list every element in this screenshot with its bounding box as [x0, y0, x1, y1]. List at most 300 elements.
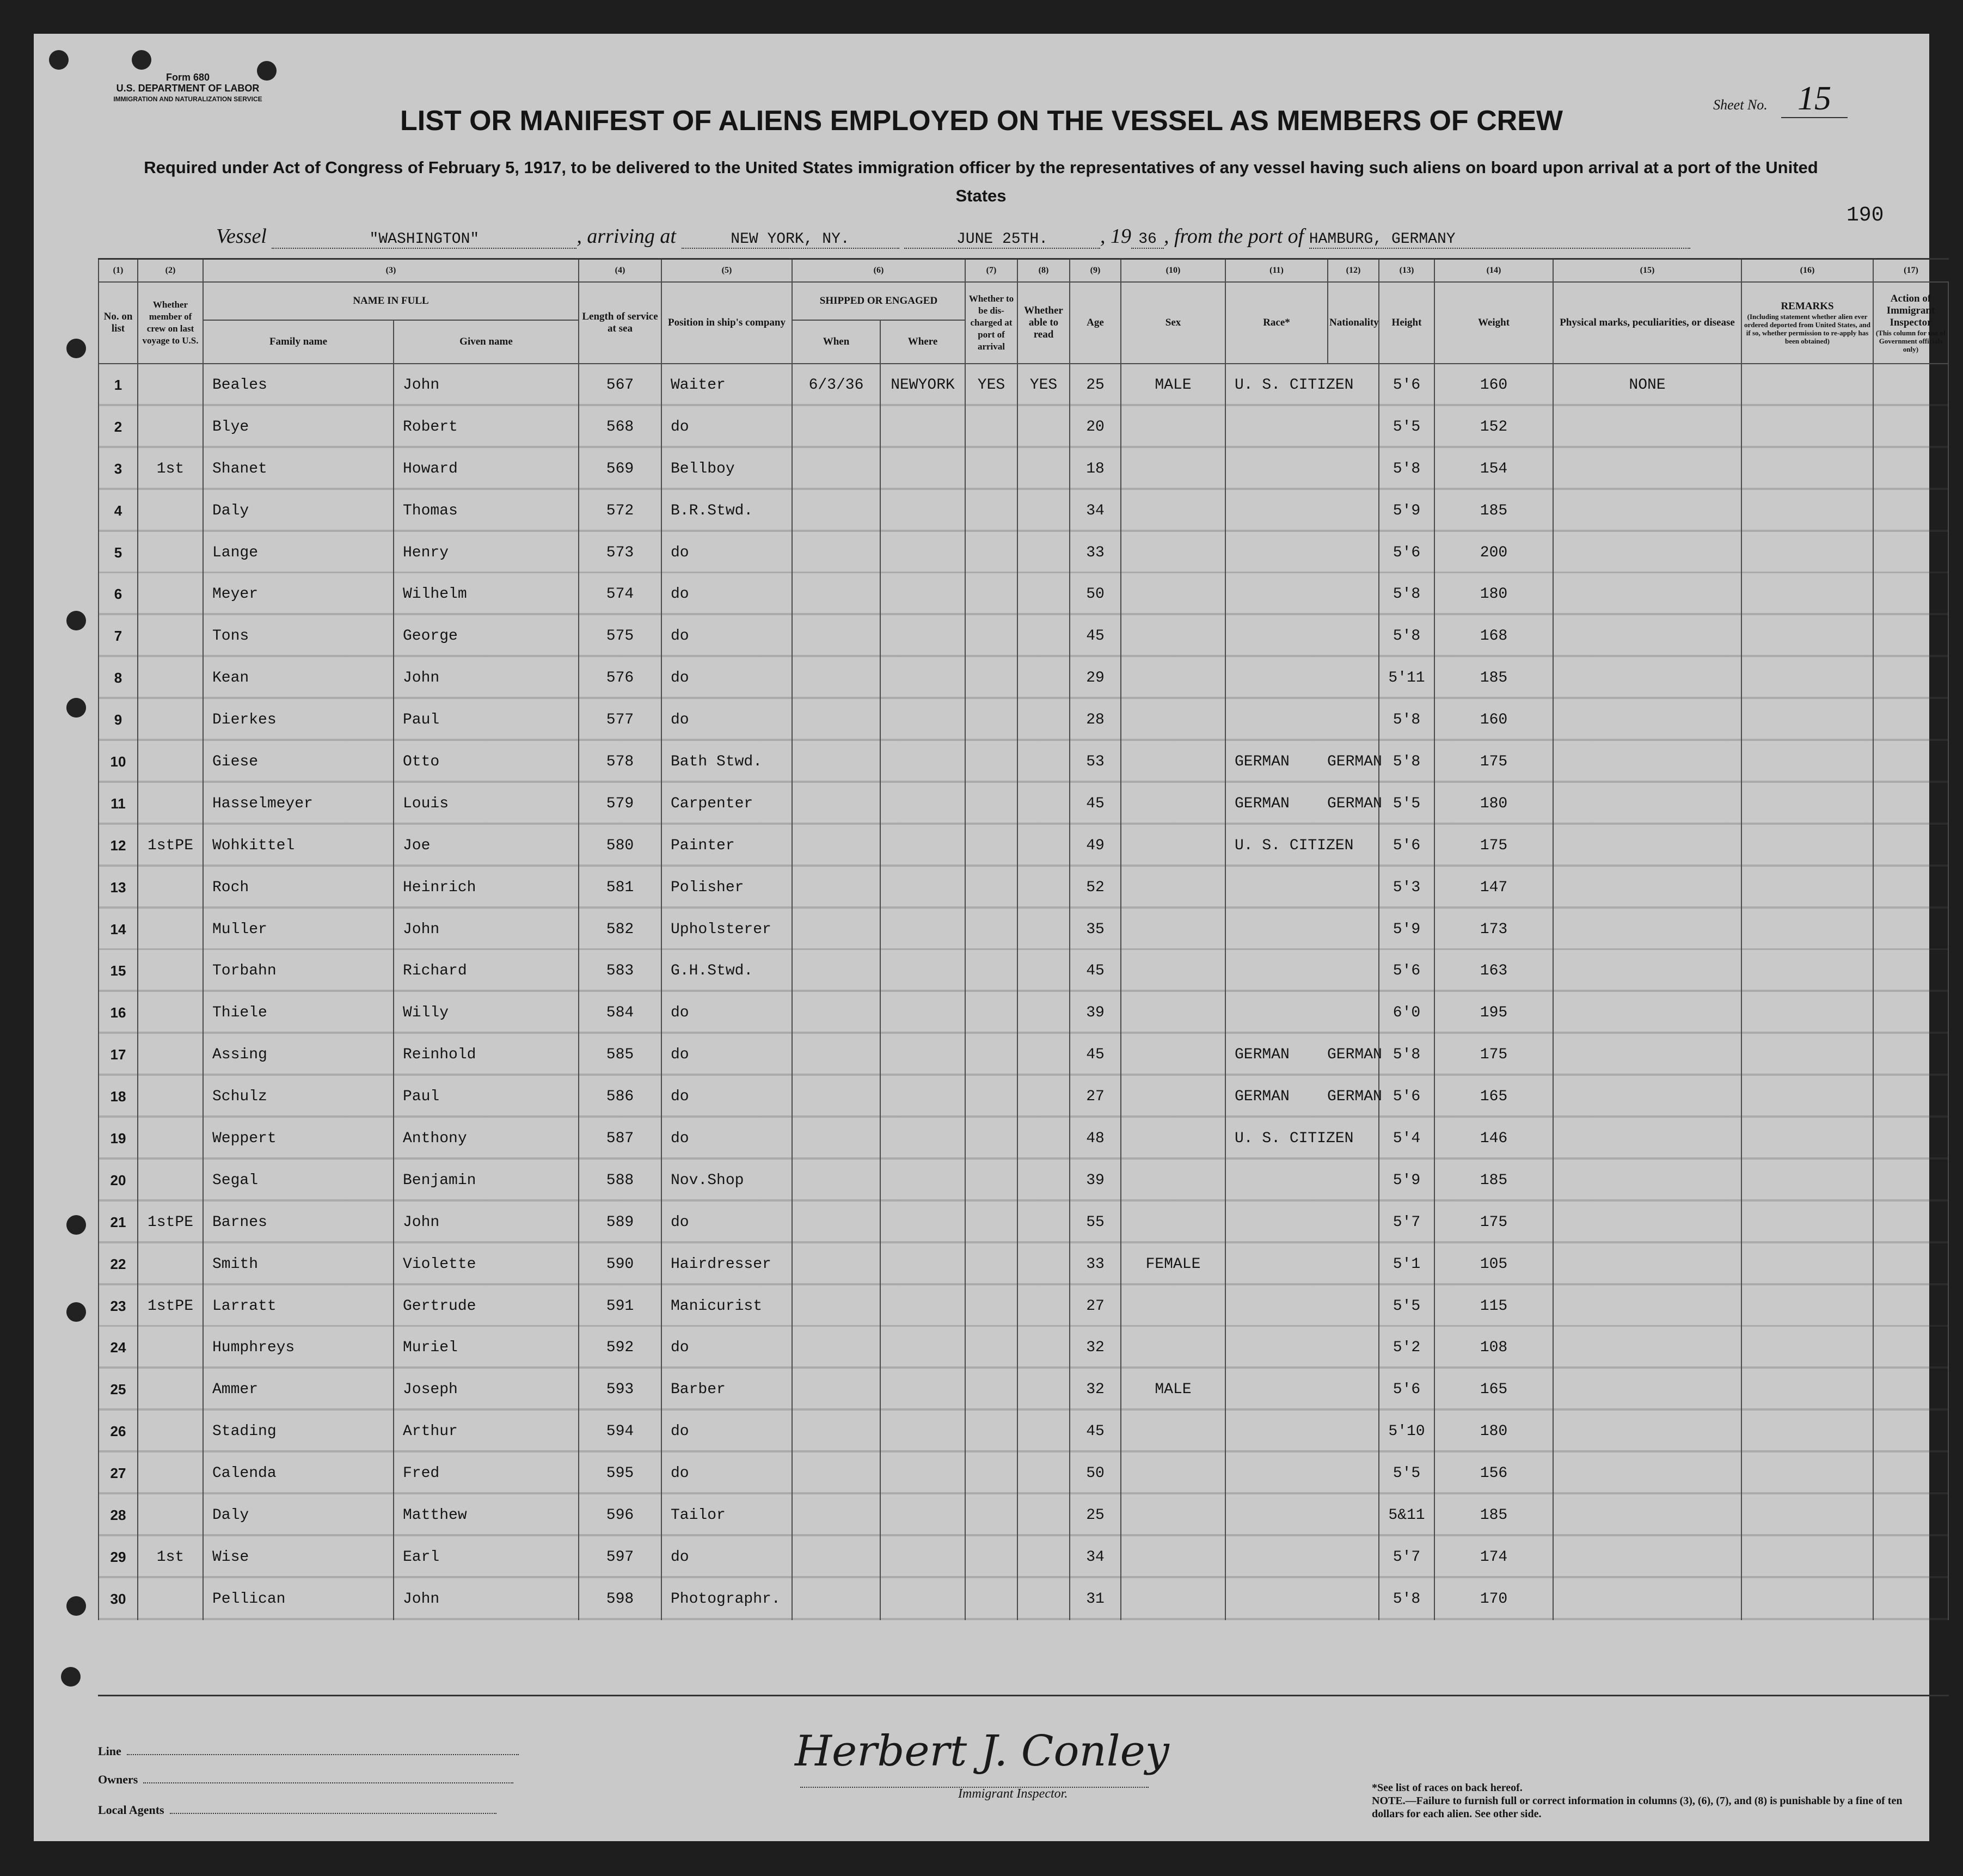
cell-sex [1121, 573, 1225, 615]
cell-action [1873, 867, 1948, 909]
cell-height: 5'8 [1379, 699, 1434, 741]
cell-no-on-list: 29 [99, 1536, 138, 1578]
cell-length-service: 579 [579, 783, 661, 825]
remarks-title: REMARKS [1781, 301, 1834, 312]
header-length-service: Length of service at sea [579, 282, 661, 364]
cell-height: 5'11 [1379, 657, 1434, 699]
cell-able-read [1017, 1201, 1070, 1243]
header-able-read: Whether able to read [1017, 282, 1070, 364]
cell-position: do [661, 1411, 792, 1452]
table-row [99, 1327, 1948, 1369]
cell-age: 49 [1070, 825, 1121, 867]
cell-able-read [1017, 1578, 1070, 1620]
cell-discharged [965, 992, 1017, 1034]
cell-able-read [1017, 657, 1070, 699]
cell-shipped-when [792, 950, 880, 992]
cell-action [1873, 657, 1948, 699]
cell-whether-member [138, 490, 203, 532]
cell-whether-member [138, 1411, 203, 1452]
cell-given-name: John [394, 1578, 579, 1620]
port-label: , from the port of [1164, 225, 1304, 248]
cell-shipped-when [792, 867, 880, 909]
cell-action [1873, 1034, 1948, 1076]
cell-height: 5'6 [1379, 532, 1434, 574]
cell-whether-member: 1stPE [138, 1201, 203, 1243]
cell-whether-member [138, 1243, 203, 1285]
cell-height: 5'8 [1379, 573, 1434, 615]
cell-position: Bellboy [661, 448, 792, 490]
cell-height: 5'9 [1379, 490, 1434, 532]
cell-height: 5'8 [1379, 1578, 1434, 1620]
cell-action [1873, 909, 1948, 951]
cell-shipped-where [880, 1076, 965, 1118]
footer [98, 1705, 1949, 1830]
cell-race [1225, 783, 1382, 825]
cell-discharged: YES [965, 364, 1017, 406]
cell-weight: 173 [1434, 909, 1553, 951]
cell-physical-marks [1553, 741, 1741, 783]
cell-weight: 165 [1434, 1369, 1553, 1411]
header-race: Race* [1225, 282, 1328, 364]
cell-remarks [1741, 1118, 1873, 1160]
cell-physical-marks [1553, 783, 1741, 825]
cell-discharged [965, 783, 1017, 825]
cell-weight: 105 [1434, 1243, 1553, 1285]
cell-weight: 156 [1434, 1452, 1553, 1494]
cell-race [1225, 657, 1379, 699]
cell-given-name: Earl [394, 1536, 579, 1578]
cell-action [1873, 1536, 1948, 1578]
header-name-in-full: NAME IN FULL [203, 282, 579, 320]
cell-remarks [1741, 490, 1873, 532]
col-num-13: (13) [1379, 260, 1434, 282]
cell-able-read [1017, 1076, 1070, 1118]
cell-weight: 185 [1434, 490, 1553, 532]
cell-remarks [1741, 867, 1873, 909]
cell-shipped-where [880, 867, 965, 909]
table-row [99, 657, 1948, 699]
cell-sex [1121, 825, 1225, 867]
cell-age: 45 [1070, 1411, 1121, 1452]
cell-physical-marks [1553, 1285, 1741, 1327]
cell-no-on-list: 9 [99, 699, 138, 741]
cell-shipped-when [792, 1494, 880, 1536]
cell-whether-member [138, 741, 203, 783]
cell-sex [1121, 992, 1225, 1034]
cell-height: 5'7 [1379, 1536, 1434, 1578]
cell-age: 45 [1070, 615, 1121, 657]
cell-age: 33 [1070, 1243, 1121, 1285]
cell-shipped-when [792, 532, 880, 574]
col-num-16: (16) [1741, 260, 1873, 282]
cell-remarks [1741, 615, 1873, 657]
col-num-15: (15) [1553, 260, 1741, 282]
cell-given-name: Violette [394, 1243, 579, 1285]
note-races: *See list of races on back hereof. [1372, 1782, 1523, 1794]
cell-physical-marks: NONE [1553, 364, 1741, 406]
vessel-label: Vessel [216, 225, 267, 248]
cell-sex [1121, 699, 1225, 741]
cell-sex [1121, 490, 1225, 532]
punch-hole [66, 698, 86, 718]
cell-height: 5'8 [1379, 448, 1434, 490]
cell-remarks [1741, 1411, 1873, 1452]
col-num-5: (5) [661, 260, 792, 282]
table-row [99, 1034, 1948, 1076]
cell-length-service: 572 [579, 490, 661, 532]
table-row [99, 992, 1948, 1034]
race-value: GERMAN [1235, 795, 1290, 812]
cell-able-read [1017, 573, 1070, 615]
cell-action [1873, 1118, 1948, 1160]
cell-whether-member [138, 615, 203, 657]
cell-height: 5'6 [1379, 1369, 1434, 1411]
cell-length-service: 576 [579, 657, 661, 699]
cell-action [1873, 406, 1948, 448]
cell-age: 45 [1070, 1034, 1121, 1076]
cell-shipped-when [792, 1452, 880, 1494]
col-num-1: (1) [99, 260, 138, 282]
cell-age: 20 [1070, 406, 1121, 448]
year-prefix: , 19 [1100, 225, 1131, 248]
cell-discharged [965, 1411, 1017, 1452]
cell-weight: 185 [1434, 657, 1553, 699]
table-row [99, 532, 1948, 574]
cell-able-read [1017, 783, 1070, 825]
arriving-port: NEW YORK, NY. [682, 231, 899, 249]
action-title: Action of Immigrant Inspector [1886, 292, 1935, 328]
col-num-9: (9) [1070, 260, 1121, 282]
cell-position: do [661, 1076, 792, 1118]
cell-height: 5'7 [1379, 1201, 1434, 1243]
cell-length-service: 597 [579, 1536, 661, 1578]
cell-age: 55 [1070, 1201, 1121, 1243]
cell-length-service: 567 [579, 364, 661, 406]
cell-race [1225, 532, 1379, 574]
cell-discharged [965, 909, 1017, 951]
punch-hole [61, 1667, 81, 1687]
cell-given-name: John [394, 364, 579, 406]
cell-weight: 195 [1434, 992, 1553, 1034]
cell-sex [1121, 1160, 1225, 1201]
cell-physical-marks [1553, 1034, 1741, 1076]
cell-discharged [965, 1452, 1017, 1494]
arrival-date: JUNE 25TH. [904, 231, 1100, 249]
cell-physical-marks [1553, 950, 1741, 992]
cell-whether-member: 1st [138, 448, 203, 490]
cell-shipped-where [880, 615, 965, 657]
cell-no-on-list: 13 [99, 867, 138, 909]
cell-race [1225, 1034, 1382, 1076]
cell-race [1225, 1160, 1379, 1201]
table-row [99, 573, 1948, 615]
cell-shipped-where [880, 741, 965, 783]
cell-family-name: Thiele [203, 992, 394, 1034]
cell-length-service: 596 [579, 1494, 661, 1536]
cell-family-name: Lange [203, 532, 394, 574]
cell-whether-member [138, 657, 203, 699]
cell-whether-member [138, 573, 203, 615]
cell-weight: 170 [1434, 1578, 1553, 1620]
cell-sex [1121, 867, 1225, 909]
cell-height: 5'2 [1379, 1327, 1434, 1369]
line-field [98, 1744, 519, 1758]
cell-position: Photographr. [661, 1578, 792, 1620]
cell-weight: 160 [1434, 364, 1553, 406]
page-number: 190 [1847, 204, 1884, 227]
cell-sex [1121, 1536, 1225, 1578]
cell-position: do [661, 1034, 792, 1076]
cell-no-on-list: 11 [99, 783, 138, 825]
cell-race: U. S. CITIZEN [1225, 364, 1379, 406]
cell-height: 5'9 [1379, 1160, 1434, 1201]
cell-position: Painter [661, 825, 792, 867]
cell-remarks [1741, 532, 1873, 574]
cell-age: 52 [1070, 867, 1121, 909]
cell-age: 32 [1070, 1327, 1121, 1369]
cell-length-service: 584 [579, 992, 661, 1034]
cell-sex [1121, 532, 1225, 574]
cell-discharged [965, 1285, 1017, 1327]
cell-shipped-where [880, 950, 965, 992]
cell-shipped-where [880, 1160, 965, 1201]
cell-position: Polisher [661, 867, 792, 909]
cell-shipped-where [880, 448, 965, 490]
cell-family-name: Kean [203, 657, 394, 699]
cell-height: 5'8 [1379, 1034, 1434, 1076]
cell-remarks [1741, 1327, 1873, 1369]
cell-no-on-list: 26 [99, 1411, 138, 1452]
cell-height: 5'4 [1379, 1118, 1434, 1160]
race-value: GERMAN [1235, 753, 1290, 770]
inspector-signature: Herbert J. Conley [795, 1727, 1169, 1776]
page-title: LIST OR MANIFEST OF ALIENS EMPLOYED ON THE VESSEL AS MEMBERS OF CREW [400, 105, 1563, 137]
col-num-8: (8) [1017, 260, 1070, 282]
cell-shipped-when [792, 657, 880, 699]
cell-remarks [1741, 1034, 1873, 1076]
cell-given-name: Heinrich [394, 867, 579, 909]
cell-race [1225, 1411, 1379, 1452]
cell-whether-member [138, 992, 203, 1034]
cell-no-on-list: 3 [99, 448, 138, 490]
cell-physical-marks [1553, 490, 1741, 532]
col-num-2: (2) [138, 260, 203, 282]
cell-weight: 163 [1434, 950, 1553, 992]
owners-label: Owners [98, 1773, 138, 1786]
cell-shipped-where [880, 1034, 965, 1076]
cell-weight: 154 [1434, 448, 1553, 490]
cell-given-name: Robert [394, 406, 579, 448]
cell-remarks [1741, 1452, 1873, 1494]
cell-discharged [965, 741, 1017, 783]
cell-able-read [1017, 825, 1070, 867]
cell-sex [1121, 1285, 1225, 1327]
cell-able-read [1017, 741, 1070, 783]
cell-race [1225, 1076, 1382, 1118]
cell-remarks [1741, 1494, 1873, 1536]
cell-given-name: Joseph [394, 1369, 579, 1411]
cell-no-on-list: 2 [99, 406, 138, 448]
cell-remarks [1741, 950, 1873, 992]
cell-shipped-where [880, 532, 965, 574]
punch-hole [66, 611, 86, 630]
cell-sex [1121, 909, 1225, 951]
cell-position: do [661, 992, 792, 1034]
cell-age: 45 [1070, 950, 1121, 992]
race-value: GERMAN [1235, 1046, 1290, 1064]
cell-given-name: John [394, 1201, 579, 1243]
cell-whether-member [138, 867, 203, 909]
race-value: GERMAN [1235, 1088, 1290, 1106]
cell-weight: 180 [1434, 783, 1553, 825]
table-row [99, 615, 1948, 657]
cell-discharged [965, 1494, 1017, 1536]
cell-action [1873, 1243, 1948, 1285]
cell-discharged [965, 1578, 1017, 1620]
cell-shipped-where [880, 1411, 965, 1452]
cell-shipped-when [792, 741, 880, 783]
cell-shipped-where: NEWYORK [880, 364, 965, 406]
form-number: Form 680 [165, 72, 210, 83]
cell-action [1873, 992, 1948, 1034]
cell-physical-marks [1553, 825, 1741, 867]
cell-sex [1121, 1327, 1225, 1369]
cell-shipped-where [880, 573, 965, 615]
table-row [99, 909, 1948, 951]
cell-family-name: Ammer [203, 1369, 394, 1411]
cell-race [1225, 448, 1379, 490]
cell-no-on-list: 4 [99, 490, 138, 532]
cell-remarks [1741, 825, 1873, 867]
cell-position: do [661, 699, 792, 741]
cell-able-read [1017, 1118, 1070, 1160]
cell-no-on-list: 18 [99, 1076, 138, 1118]
cell-height: 5'3 [1379, 867, 1434, 909]
cell-position: Manicurist [661, 1285, 792, 1327]
cell-able-read [1017, 950, 1070, 992]
cell-action [1873, 615, 1948, 657]
cell-discharged [965, 490, 1017, 532]
cell-height: 5'6 [1379, 364, 1434, 406]
cell-shipped-where [880, 909, 965, 951]
cell-position: do [661, 532, 792, 574]
table-row [99, 741, 1948, 783]
cell-given-name: Matthew [394, 1494, 579, 1536]
cell-given-name: Paul [394, 699, 579, 741]
cell-shipped-when [792, 1578, 880, 1620]
cell-discharged [965, 867, 1017, 909]
cell-family-name: Blye [203, 406, 394, 448]
cell-action [1873, 741, 1948, 783]
cell-physical-marks [1553, 532, 1741, 574]
col-num-12: (12) [1328, 260, 1379, 282]
cell-position: Carpenter [661, 783, 792, 825]
cell-age: 31 [1070, 1578, 1121, 1620]
cell-length-service: 598 [579, 1578, 661, 1620]
cell-position: Waiter [661, 364, 792, 406]
cell-sex [1121, 1578, 1225, 1620]
header-when: When [792, 320, 880, 364]
cell-weight: 160 [1434, 699, 1553, 741]
vessel-line [216, 224, 1690, 249]
cell-whether-member [138, 532, 203, 574]
cell-position: do [661, 573, 792, 615]
cell-shipped-where [880, 1285, 965, 1327]
table-row [99, 1494, 1948, 1536]
cell-family-name: Schulz [203, 1076, 394, 1118]
cell-able-read [1017, 867, 1070, 909]
crew-table [98, 258, 1949, 1696]
cell-length-service: 580 [579, 825, 661, 867]
cell-discharged [965, 573, 1017, 615]
col-num-11: (11) [1225, 260, 1328, 282]
cell-position: do [661, 406, 792, 448]
cell-family-name: Smith [203, 1243, 394, 1285]
cell-age: 50 [1070, 1452, 1121, 1494]
header-given-name: Given name [394, 320, 579, 364]
cell-sex: MALE [1121, 364, 1225, 406]
cell-remarks [1741, 1369, 1873, 1411]
cell-family-name: Barnes [203, 1201, 394, 1243]
cell-shipped-when [792, 1536, 880, 1578]
cell-shipped-where [880, 992, 965, 1034]
cell-length-service: 587 [579, 1118, 661, 1160]
cell-action [1873, 1327, 1948, 1369]
cell-action [1873, 448, 1948, 490]
cell-action [1873, 1160, 1948, 1201]
table-row [99, 950, 1948, 992]
cell-whether-member: 1stPE [138, 1285, 203, 1327]
owners-field [98, 1773, 513, 1787]
cell-able-read [1017, 490, 1070, 532]
header-position: Position in ship's company [661, 282, 792, 364]
cell-physical-marks [1553, 1452, 1741, 1494]
sheet-number-label: Sheet No. [1713, 97, 1768, 113]
cell-family-name: Hasselmeyer [203, 783, 394, 825]
cell-sex: MALE [1121, 1369, 1225, 1411]
cell-remarks [1741, 741, 1873, 783]
header-age: Age [1070, 282, 1121, 364]
cell-physical-marks [1553, 1076, 1741, 1118]
cell-race [1225, 1243, 1379, 1285]
cell-weight: 175 [1434, 1201, 1553, 1243]
form-service: IMMIGRATION AND NATURALIZATION SERVICE [113, 95, 262, 103]
cell-position: Barber [661, 1369, 792, 1411]
cell-physical-marks [1553, 448, 1741, 490]
cell-age: 34 [1070, 1536, 1121, 1578]
cell-physical-marks [1553, 909, 1741, 951]
cell-age: 39 [1070, 1160, 1121, 1201]
cell-physical-marks [1553, 867, 1741, 909]
cell-able-read [1017, 1160, 1070, 1201]
cell-no-on-list: 6 [99, 573, 138, 615]
table-row [99, 1411, 1948, 1452]
cell-weight: 185 [1434, 1160, 1553, 1201]
header-action [1873, 282, 1948, 364]
col-num-17: (17) [1873, 260, 1948, 282]
cell-shipped-when [792, 573, 880, 615]
cell-length-service: 577 [579, 699, 661, 741]
note-penalty: NOTE.—Failure to furnish full or correct information in columns (3), (6), (7), and (8) is punishable by a fine of ten dollars for each alien. See other side. [1372, 1795, 1903, 1820]
cell-whether-member [138, 699, 203, 741]
cell-length-service: 591 [579, 1285, 661, 1327]
col-num-10: (10) [1121, 260, 1225, 282]
cell-weight: 146 [1434, 1118, 1553, 1160]
cell-family-name: Wise [203, 1536, 394, 1578]
cell-discharged [965, 1160, 1017, 1201]
cell-able-read [1017, 1327, 1070, 1369]
cell-whether-member [138, 364, 203, 406]
